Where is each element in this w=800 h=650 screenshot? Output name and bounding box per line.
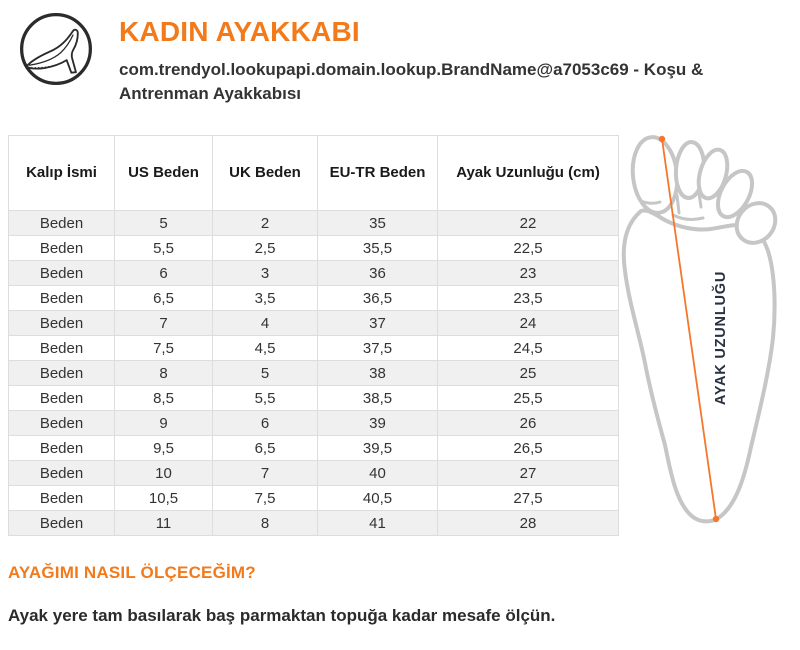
table-cell: Beden <box>9 236 115 261</box>
table-cell: 6 <box>115 261 213 286</box>
table-cell: 3,5 <box>213 286 318 311</box>
size-table <box>8 135 619 536</box>
howto-heading: AYAĞIMI NASIL ÖLÇECEĞİM? <box>8 563 256 582</box>
table-cell: Beden <box>9 486 115 511</box>
table-cell: 8 <box>213 511 318 536</box>
table-row <box>9 411 619 436</box>
table-cell: 2,5 <box>213 236 318 261</box>
table-cell: 7 <box>213 461 318 486</box>
table-cell: 11 <box>115 511 213 536</box>
table-row <box>9 236 619 261</box>
product-subtitle-line2: Antrenman Ayakkabısı <box>119 84 302 103</box>
table-cell: 6,5 <box>213 436 318 461</box>
table-cell: Beden <box>9 361 115 386</box>
foot-outline <box>624 211 775 522</box>
table-cell: 3 <box>213 261 318 286</box>
table-cell: 2 <box>213 211 318 236</box>
table-cell: 28 <box>438 511 619 536</box>
column-header: Ayak Uzunluğu (cm) <box>438 136 619 211</box>
table-cell: 40,5 <box>318 486 438 511</box>
table-cell: 26 <box>438 411 619 436</box>
table-cell: 35 <box>318 211 438 236</box>
table-cell: 38,5 <box>318 386 438 411</box>
table-cell: Beden <box>9 461 115 486</box>
table-cell: 9,5 <box>115 436 213 461</box>
page-header <box>17 10 703 106</box>
table-row <box>9 311 619 336</box>
table-cell: 4,5 <box>213 336 318 361</box>
page-title: KADIN AYAKKABI <box>119 16 360 47</box>
foot-measure-diagram <box>613 123 800 537</box>
table-cell: 7 <box>115 311 213 336</box>
table-cell: 37 <box>318 311 438 336</box>
table-cell: Beden <box>9 311 115 336</box>
table-row <box>9 361 619 386</box>
table-cell: 25,5 <box>438 386 619 411</box>
table-cell: 7,5 <box>213 486 318 511</box>
header-text <box>119 10 703 106</box>
column-header: Kalıp İsmi <box>9 136 115 211</box>
table-cell: Beden <box>9 336 115 361</box>
table-cell: 26,5 <box>438 436 619 461</box>
table-cell: 4 <box>213 311 318 336</box>
table-cell: Beden <box>9 411 115 436</box>
table-row <box>9 386 619 411</box>
table-cell: 23 <box>438 261 619 286</box>
table-cell: 37,5 <box>318 336 438 361</box>
table-cell: 38 <box>318 361 438 386</box>
table-row <box>9 486 619 511</box>
table-cell: Beden <box>9 211 115 236</box>
table-cell: 27 <box>438 461 619 486</box>
table-cell: Beden <box>9 286 115 311</box>
table-cell: Beden <box>9 386 115 411</box>
table-cell: 10 <box>115 461 213 486</box>
table-cell: 10,5 <box>115 486 213 511</box>
table-cell: Beden <box>9 261 115 286</box>
high-heel-shoe-icon <box>17 10 95 88</box>
table-cell: 22 <box>438 211 619 236</box>
column-header: EU-TR Beden <box>318 136 438 211</box>
table-row <box>9 286 619 311</box>
table-cell: Beden <box>9 436 115 461</box>
table-cell: 5,5 <box>115 236 213 261</box>
table-cell: 36,5 <box>318 286 438 311</box>
table-cell: 22,5 <box>438 236 619 261</box>
table-cell: 23,5 <box>438 286 619 311</box>
table-cell: 41 <box>318 511 438 536</box>
table-cell: 24,5 <box>438 336 619 361</box>
table-cell: Beden <box>9 511 115 536</box>
table-cell: 35,5 <box>318 236 438 261</box>
table-cell: 6,5 <box>115 286 213 311</box>
column-header: US Beden <box>115 136 213 211</box>
table-row <box>9 211 619 236</box>
table-cell: 7,5 <box>115 336 213 361</box>
table-row <box>9 261 619 286</box>
column-header: UK Beden <box>213 136 318 211</box>
table-cell: 39,5 <box>318 436 438 461</box>
table-cell: 40 <box>318 461 438 486</box>
foot-length-label: AYAK UZUNLUĞU <box>713 270 729 406</box>
table-cell: 24 <box>438 311 619 336</box>
table-cell: 5,5 <box>213 386 318 411</box>
table-row <box>9 461 619 486</box>
table-row <box>9 436 619 461</box>
table-cell: 5 <box>213 361 318 386</box>
table-cell: 8,5 <box>115 386 213 411</box>
table-cell: 6 <box>213 411 318 436</box>
howto-text: Ayak yere tam basılarak baş parmaktan topuğa kadar mesafe ölçün. <box>8 606 556 625</box>
table-cell: 27,5 <box>438 486 619 511</box>
table-cell: 5 <box>115 211 213 236</box>
table-row <box>9 511 619 536</box>
table-cell: 25 <box>438 361 619 386</box>
product-subtitle <box>119 58 703 106</box>
table-cell: 9 <box>115 411 213 436</box>
table-cell: 8 <box>115 361 213 386</box>
table-cell: 36 <box>318 261 438 286</box>
table-row <box>9 336 619 361</box>
table-cell: 39 <box>318 411 438 436</box>
product-subtitle-line1: com.trendyol.lookupapi.domain.lookup.BrandName@a7053c69 - Koşu & <box>119 60 704 79</box>
size-table-header <box>9 136 619 211</box>
